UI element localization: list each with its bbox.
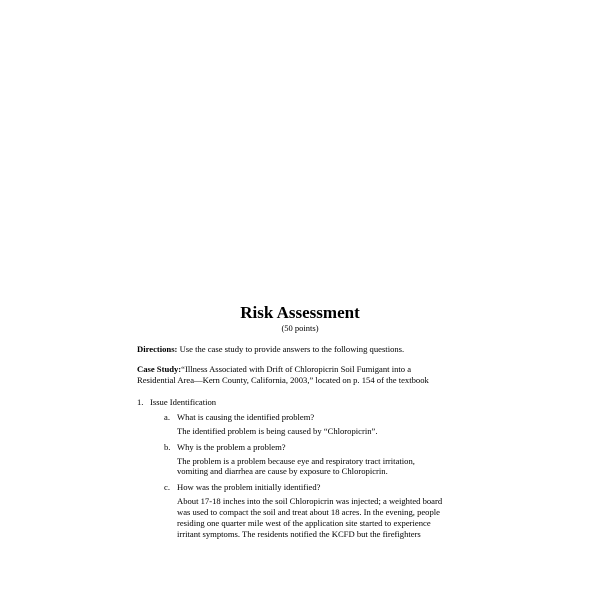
section-heading-issue-identification: Issue Identification xyxy=(150,397,217,407)
case-study-line-2: Residential Area—Kern County, California, 2003,” located on p. 154 of the textbook xyxy=(137,375,429,385)
case-study-line-1 xyxy=(137,364,411,375)
directions-text: Use the case study to provide answers to the following questions. xyxy=(177,344,405,354)
answer-b-line-1: The problem is a problem because eye and respiratory tract irritation, xyxy=(177,456,415,466)
answer-c-line-2: was used to compact the soil and treat about 18 acres. In the evening, people xyxy=(177,507,440,517)
question-letter-b: b. xyxy=(164,442,171,452)
answer-c-line-1: About 17-18 inches into the soil Chloropicrin was injected; a weighted board xyxy=(177,496,443,506)
answer-c-line-3: residing one quarter mile west of the application site started to experience xyxy=(177,518,431,528)
section-number: 1. xyxy=(137,397,144,407)
points-subtitle: (50 points) xyxy=(281,323,319,333)
answer-b-line-2: vomiting and diarrhea are cause by exposure to Chloropicrin. xyxy=(177,466,388,476)
question-letter-a: a. xyxy=(164,412,170,422)
answer-a-line-1: The identified problem is being caused by “Chloropicrin”. xyxy=(177,426,378,436)
answer-c-line-4: irritant symptoms. The residents notified the KCFD but the firefighters xyxy=(177,529,421,539)
directions-paragraph xyxy=(137,344,404,355)
question-c: How was the problem initially identified? xyxy=(177,482,321,492)
directions-label: Directions: xyxy=(137,344,178,354)
case-study-text-1: “Illness Associated with Drift of Chloropicrin Soil Fumigant into a xyxy=(181,364,412,374)
question-b: Why is the problem a problem? xyxy=(177,442,286,452)
page-title: Risk Assessment xyxy=(240,303,360,322)
case-study-label: Case Study: xyxy=(137,364,182,374)
question-a: What is causing the identified problem? xyxy=(177,412,315,422)
question-letter-c: c. xyxy=(164,482,170,492)
